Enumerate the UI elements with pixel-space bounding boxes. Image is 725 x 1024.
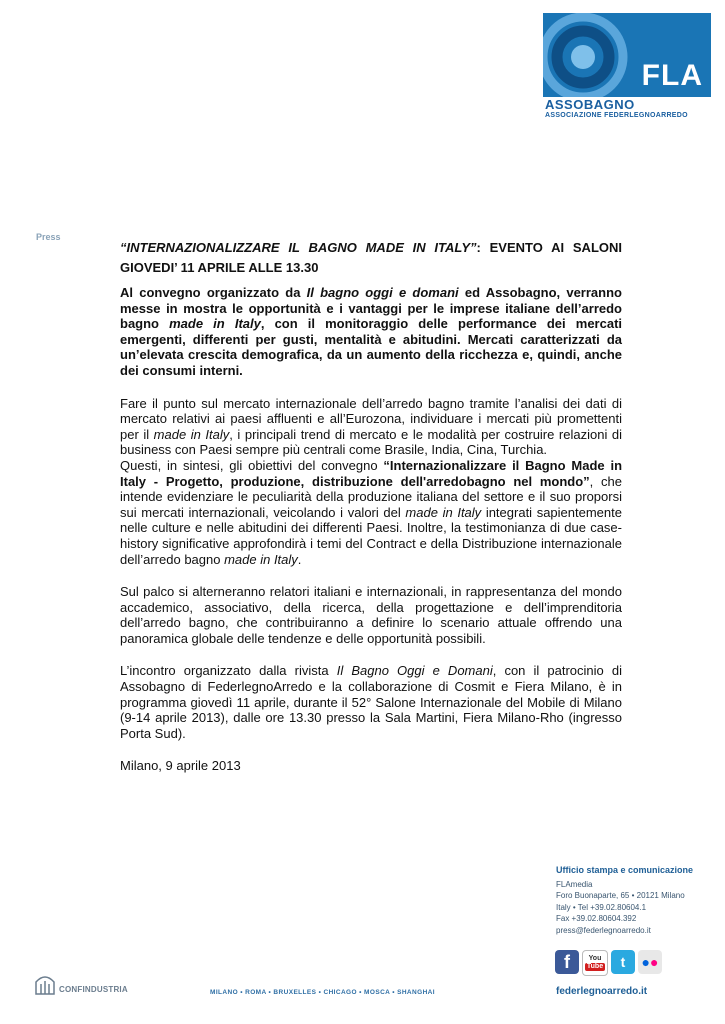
twitter-icon[interactable]: t bbox=[611, 950, 635, 974]
para2-event-title: “Internazionalizzare il Bagno Made in Italy - Progetto, produzione, distribuzione dell'arredobagno nel mondo” bbox=[120, 457, 623, 489]
youtube-tube: Tube bbox=[586, 963, 604, 970]
contact-line: FLAmedia bbox=[556, 879, 593, 889]
para1-text-1: Fare il punto sul mercato internazionale dell’arredo bagno tramite l’analisi dei dati di mercato relativi ai paesi affluenti e all’Eurozona, individuare i mercati più promettenti per il bbox=[120, 395, 622, 442]
para1-text-2: , i principali trend di mercato e le modalità per costruire relazioni di business con Paesi sempre più centrali come Brasile, India, Cina, Turchia. bbox=[120, 426, 622, 458]
lead-text-2: ed Assobagno, verranno messe in mostra le opportunità e i vantaggi per le imprese italiane dell’arredo bagno bbox=[120, 285, 622, 332]
lead-magazine-name: Il bagno oggi e domani bbox=[306, 285, 459, 300]
contact-line: Fax +39.02.80604.392 bbox=[556, 914, 637, 923]
para2-text-2: , che intende evidenziare le peculiarità della produzione italiana del settore e il suo proporsi sui mercati internazionali, veicolando i valori del bbox=[120, 473, 622, 520]
title-quoted: “INTERNAZIONALIZZARE IL BAGNO MADE IN ITALY” bbox=[120, 240, 477, 255]
paragraph-objectives bbox=[120, 458, 622, 567]
logo-fla-text: FLA bbox=[641, 59, 703, 92]
logo-name: ASSOBAGNO bbox=[545, 97, 635, 112]
lead-text-1: Al convegno organizzato da bbox=[120, 285, 307, 300]
paragraph-event-details bbox=[120, 663, 622, 741]
youtube-you: You bbox=[588, 955, 602, 962]
office-cities: MILANO • ROMA • BRUXELLES • CHICAGO • MOSCA • SHANGHAI bbox=[210, 989, 435, 996]
paragraph-market bbox=[120, 396, 622, 458]
para2-text-1: Questi, in sintesi, gli obiettivi del convegno bbox=[120, 457, 384, 473]
confindustria-emblem-icon bbox=[34, 972, 56, 996]
para2-text-4: . bbox=[297, 551, 302, 567]
website-link[interactable]: federlegnoarredo.it bbox=[556, 986, 648, 997]
confindustria-logo bbox=[34, 972, 128, 996]
confindustria-label: CONFINDUSTRIA bbox=[59, 985, 128, 994]
paragraph-speakers: Sul palco si alterneranno relatori italiani e internazionali, in rappresentanza del mondo accademico, associativo, della ricerca, della progettazione e dell’imprenditoria dell’arredo bagno, che contribuiranno a definire lo scenario attuale offrendo una panoramica globale delle tendenze e delle opportunità possibili. bbox=[120, 584, 622, 646]
contact-line: Foro Buonaparte, 65 • 20121 Milano bbox=[556, 891, 685, 900]
para2-made-in-italy-1: made in Italy bbox=[405, 504, 482, 520]
lead-text-3: , con il monitoraggio delle performance dei mercati emergenti, differenti per gusti, mentalità e abitudini. Mercati caratterizzati da un’elevata crescita demografica, da un aumento della ricchezza e, quindi, anche dei consumi interni. bbox=[120, 316, 623, 378]
release-title bbox=[120, 238, 622, 278]
contact-email[interactable]: press@federlegnoarredo.it bbox=[556, 925, 651, 935]
logo-mark bbox=[543, 13, 711, 97]
lead-paragraph bbox=[120, 285, 622, 379]
fla-assobagno-logo bbox=[543, 13, 711, 125]
logo-subtitle: ASSOCIAZIONE FEDERLEGNOARREDO bbox=[545, 112, 688, 119]
flickr-icon[interactable]: ● ● bbox=[638, 950, 662, 974]
para2-text-3: integrati sapientemente nelle culture e nelle abitudini dei differenti Paesi. Inoltre, la testimonianza di due case-history significative approfondirà i temi del Contract e della Distribuzione internazionale dell’arredo bagno bbox=[120, 504, 622, 567]
para4-magazine-name: Il Bagno Oggi e Domani bbox=[336, 663, 493, 679]
title-rest: : EVENTO AI SALONI GIOVEDI’ 11 APRILE ALLE 13.30 bbox=[120, 240, 623, 275]
press-contact-block bbox=[556, 865, 716, 936]
para1-made-in-italy: made in Italy bbox=[153, 426, 230, 442]
social-icons bbox=[555, 950, 662, 978]
para2-made-in-italy-2: made in Italy bbox=[224, 551, 298, 567]
press-release-body bbox=[120, 238, 622, 774]
facebook-icon[interactable]: f bbox=[555, 950, 579, 974]
para4-text-2: , con il patrocinio di Assobagno di FederlegnoArredo e la collaborazione di Cosmit e Fiera Milano, è in programma giovedì 11 aprile, durante il 52° Salone Internazionale del Mobile di Milano (9-14 aprile 2013), dalle ore 13.30 presso la Sala Martini, Fiera Milano-Rho (ingresso Porta Sud). bbox=[120, 663, 622, 741]
press-label: Press bbox=[36, 232, 61, 242]
lead-made-in-italy: made in Italy bbox=[169, 316, 261, 332]
contact-line: Italy • Tel +39.02.80604.1 bbox=[556, 902, 647, 912]
contact-title: Ufficio stampa e comunicazione bbox=[556, 865, 694, 875]
date-line: Milano, 9 aprile 2013 bbox=[120, 758, 241, 774]
para4-text-1: L’incontro organizzato dalla rivista bbox=[120, 663, 337, 679]
youtube-icon[interactable] bbox=[582, 950, 608, 976]
